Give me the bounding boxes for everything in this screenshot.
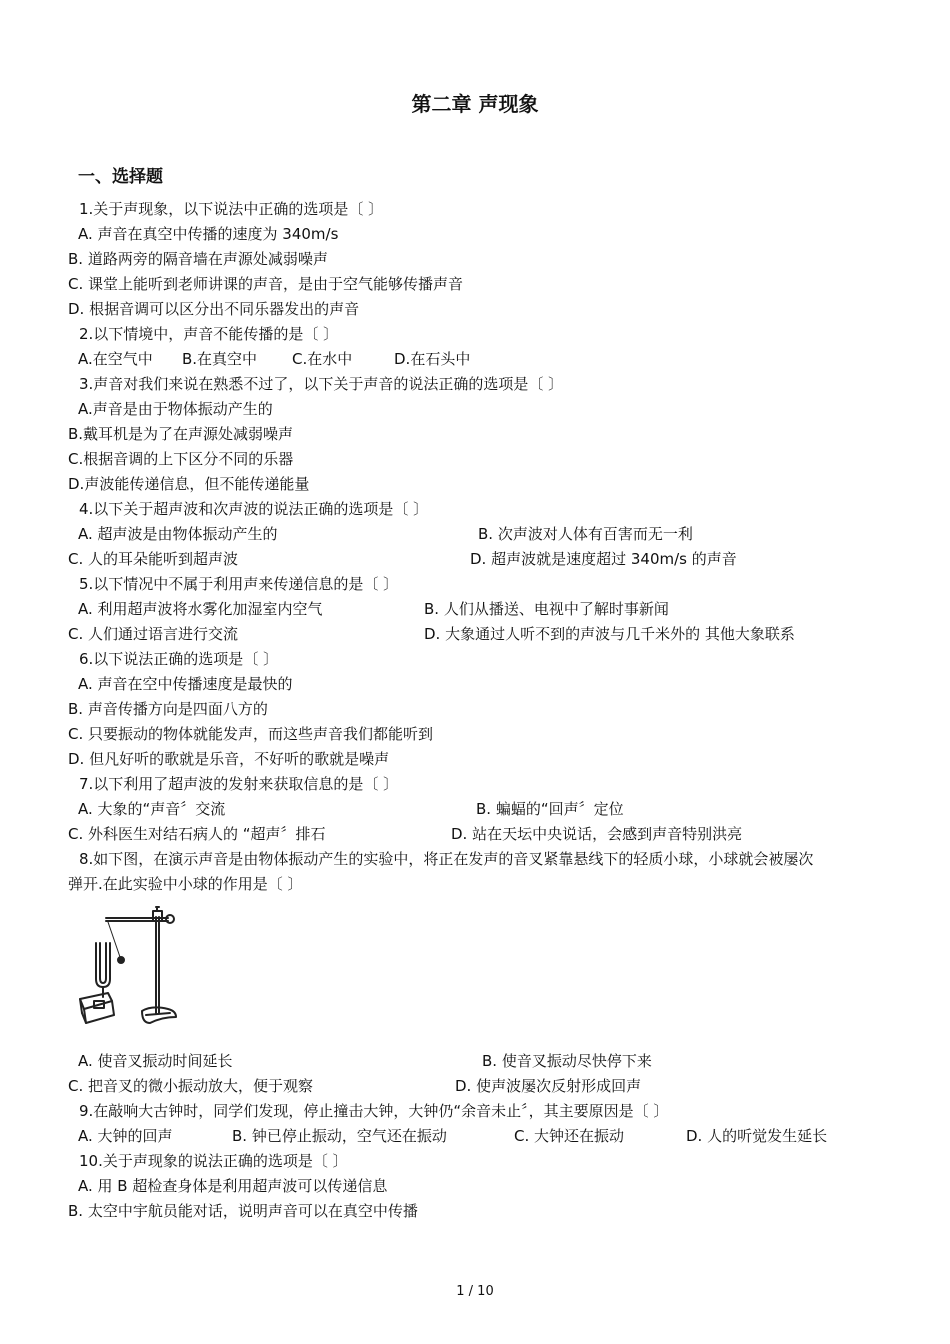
question-8-option-d: D. 使声波屡次反射形成回声 [455,1077,642,1095]
question-4-option-a: A. 超声波是由物体振动产生的 [78,525,278,543]
question-7-option-d: D. 站在天坛中央说话，会感到声音特别洪亮 [451,825,743,843]
question-8-option-c: C. 把音叉的微小振动放大，便于观察 [68,1077,314,1095]
question-8-options-row-2 [68,1074,898,1099]
question-9-option-d: D. 人的听觉发生延长 [686,1127,828,1145]
question-4-option-d: D. 超声波就是速度超过 340m/s 的声音 [470,550,737,568]
question-6-option-c: C. 只要振动的物体就能发声，而这些声音我们都能听到 [68,725,434,743]
page-title: 第二章 声现象 [411,92,539,116]
question-3-option-c: C.根据音调的上下区分不同的乐器 [68,450,294,468]
question-4-stem: 4.以下关于超声波和次声波的说法正确的选项是〔 〕 [79,500,429,518]
question-3-stem: 3.声音对我们来说在熟悉不过了，以下关于声音的说法正确的选项是〔 〕 [79,375,564,393]
question-6-option-b: B. 声音传播方向是四面八方的 [68,700,268,718]
question-1-option-a: A. 声音在真空中传播的速度为 340m/s [78,225,339,243]
question-8-stem: 8.如下图，在演示声音是由物体振动产生的实验中，将正在发声的音叉紧靠悬线下的轻质小球，小球就会被屡次 [79,850,814,868]
question-9-option-c: C. 大钟还在振动 [514,1127,625,1145]
question-4-option-b: B. 次声波对人体有百害而无一利 [478,525,693,543]
question-7-options-row-1 [68,797,898,822]
question-5-option-d: D. 大象通过人听不到的声波与几千米外的 其他大象联系 [424,625,795,643]
question-5-option-c: C. 人们通过语言进行交流 [68,625,239,643]
question-10-option-a: A. 用 B 超检查身体是利用超声波可以传递信息 [78,1177,388,1195]
question-9-option-b: B. 钟已停止振动，空气还在振动 [232,1127,447,1145]
question-6-option-d: D. 但凡好听的歌就是乐音，不好听的歌就是噪声 [68,750,390,768]
tuning-fork-apparatus-illustration [72,905,182,1035]
question-7-option-a: A. 大象的“声音〞交流 [78,800,226,818]
question-list [68,197,898,1224]
question-2-options [68,347,898,372]
question-6-option-a: A. 声音在空中传播速度是最快的 [78,675,293,693]
question-9-stem: 9.在敲响大古钟时，同学们发现，停止撞击大钟，大钟仍“余音未止〞，其主要原因是〔 〕 [79,1102,669,1120]
question-5-options-row-1 [68,597,898,622]
question-4-option-c: C. 人的耳朵能听到超声波 [68,550,239,568]
question-1-option-d: D. 根据音调可以区分出不同乐器发出的声音 [68,300,360,318]
question-1-option-b: B. 道路两旁的隔音墙在声源处减弱噪声 [68,250,328,268]
question-1-option-c: C. 课堂上能听到老师讲课的声音，是由于空气能够传播声音 [68,275,464,293]
question-8-stem-continued: 弹开.在此实验中小球的作用是〔 〕 [68,875,303,893]
question-8-option-a: A. 使音叉振动时间延长 [78,1052,233,1070]
question-7-options-row-2 [68,822,898,847]
question-8-options-row-1 [68,1049,898,1074]
page-number: 1 / 10 [456,1284,494,1299]
question-10-option-b: B. 太空中宇航员能对话，说明声音可以在真空中传播 [68,1202,418,1220]
question-4-options-row-2 [68,547,898,572]
question-2-option-b: B.在真空中 [182,350,258,368]
question-2-option-c: C.在水中 [292,350,353,368]
question-2-option-a: A.在空气中 [78,350,153,368]
question-9-option-a: A. 大钟的回声 [78,1127,173,1145]
question-5-stem: 5.以下情况中不属于利用声来传递信息的是〔 〕 [79,575,399,593]
question-9-options [68,1124,898,1149]
question-10-stem: 10.关于声现象的说法正确的选项是〔 〕 [79,1152,348,1170]
question-5-option-b: B. 人们从播送、电视中了解时事新闻 [424,600,669,618]
question-8-option-b: B. 使音叉振动尽快停下来 [482,1052,652,1070]
question-5-options-row-2 [68,622,898,647]
tuning-fork-figure [68,897,898,1049]
question-4-options-row-1 [68,522,898,547]
question-5-option-a: A. 利用超声波将水雾化加湿室内空气 [78,600,323,618]
question-1-stem: 1.关于声现象，以下说法中正确的选项是〔 〕 [79,200,384,218]
question-3-option-a: A.声音是由于物体振动产生的 [78,400,273,418]
question-3-option-b: B.戴耳机是为了在声源处减弱噪声 [68,425,294,443]
question-6-stem: 6.以下说法正确的选项是〔 〕 [79,650,279,668]
question-2-stem: 2.以下情境中，声音不能传播的是〔 〕 [79,325,339,343]
question-7-option-b: B. 蝙蝠的“回声〞定位 [476,800,624,818]
section-heading: 一、选择题 [78,167,163,187]
question-7-option-c: C. 外科医生对结石病人的 “超声〞排石 [68,825,326,843]
question-3-option-d: D.声波能传递信息，但不能传递能量 [68,475,310,493]
question-7-stem: 7.以下利用了超声波的发射来获取信息的是〔 〕 [79,775,399,793]
question-2-option-d: D.在石头中 [394,350,471,368]
